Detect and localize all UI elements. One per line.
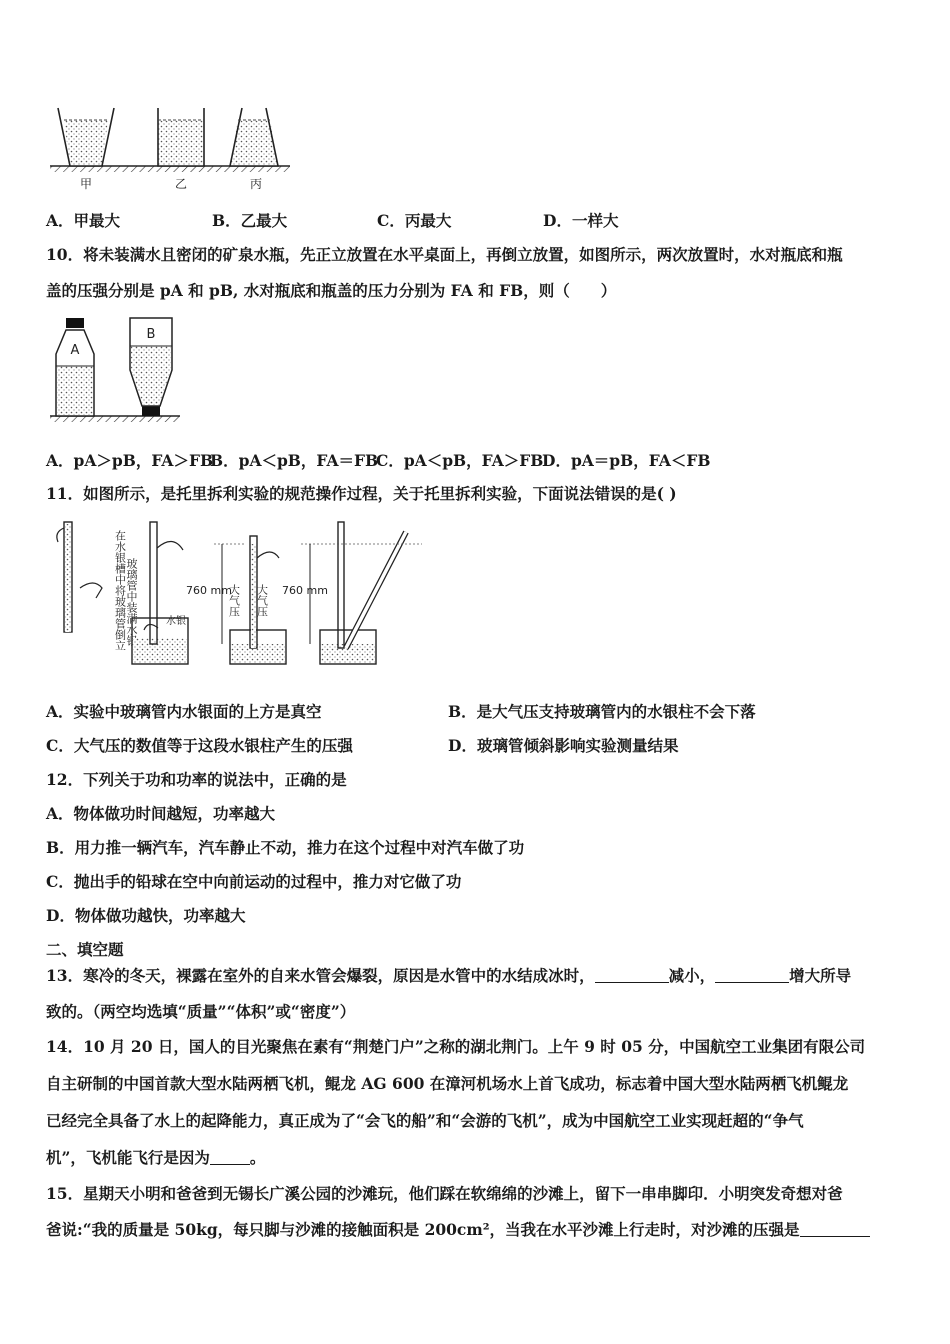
q14-line4: [46, 1147, 904, 1169]
q15-line2: [46, 1219, 904, 1241]
pressure-label-1: 大气压: [227, 584, 241, 617]
q10-option-a[interactable]: A．pA＞pB，FA＞FB: [46, 451, 214, 470]
q9-option-b[interactable]: B．乙最大: [212, 211, 288, 230]
q10-option-b[interactable]: B．pA＜pB，FA＝FB: [210, 451, 379, 470]
q15-text-a: 爸说:“我的质量是 50kg，每只脚与沙滩的接触面积是 200cm²，当我在水平沙滩上行走时，对沙滩的压强是: [46, 1220, 800, 1239]
q10-option-d[interactable]: D．pA＝pB，FA＜FB: [542, 451, 711, 470]
caption-fill-mercury: 玻璃管中装满水银: [50, 558, 138, 571]
label-yi: 乙: [174, 177, 188, 191]
torricelli-figure: [46, 518, 426, 688]
q9-option-a[interactable]: A．甲最大: [46, 211, 121, 230]
label-bing: 丙: [249, 177, 263, 191]
container-bing: [230, 120, 278, 166]
height-label-2: 760 mm: [282, 584, 328, 597]
section-heading-fill-blank: 二、填空题: [46, 940, 124, 959]
q14-line3: 已经完全具备了水上的起降能力，真正成为了“会飞的船”和“会游的飞机”，成为中国航空工业实现赶超的“争气: [46, 1111, 804, 1130]
bottle-a-label: A: [70, 343, 80, 358]
height-label-1: 760 mm: [186, 584, 232, 597]
caption-invert-tube: 在水银槽中将玻璃管倒立: [113, 530, 127, 651]
q11-option-a[interactable]: A．实验中玻璃管内水银面的上方是真空: [46, 702, 322, 721]
q12-option-b[interactable]: B．用力推一辆汽车，汽车静止不动，推力在这个过程中对汽车做了功: [46, 838, 525, 857]
q12-stem: 12．下列关于功和功率的说法中，正确的是: [46, 770, 347, 789]
q10-option-c[interactable]: C．pA＜pB，FA＞FB: [376, 451, 544, 470]
q11-stem: 11．如图所示，是托里拆利实验的规范操作过程，关于托里拆利实验，下面说法错误的是( ): [46, 484, 677, 503]
pressure-label-2: 大气压: [255, 584, 269, 617]
q14-line2: 自主研制的中国首款大型水陆两栖飞机，鲲龙 AG 600 在漳河机场水上首飞成功，标志着中国大型水陆两栖飞机鲲龙: [46, 1074, 849, 1093]
q13-line2: 致的。（两空均选填“质量”“体积”或“密度”）: [46, 1002, 356, 1021]
q14-line1: 14．10 月 20 日，国人的目光聚焦在素有“荆楚门户”之称的湖北荆门。上午 9 时 05 分，中国航空工业集团有限公司: [46, 1037, 866, 1056]
q13-text-b: 减小，: [668, 966, 716, 985]
container-yi: [158, 120, 204, 166]
bottle-b-label: B: [146, 327, 156, 342]
q15-blank[interactable]: [800, 1220, 870, 1237]
q13-text-a: 13．寒冷的冬天，裸露在室外的自来水管会爆裂，原因是水管中的水结成冰时，: [46, 966, 595, 985]
label-mercury: 水银: [166, 616, 186, 627]
q12-option-d[interactable]: D．物体做功越快，功率越大: [46, 906, 246, 925]
container-jia: [64, 120, 108, 166]
q9-option-d[interactable]: D．一样大: [543, 211, 619, 230]
q11-option-b[interactable]: B．是大气压支持玻璃管内的水银柱不会下落: [448, 702, 756, 721]
containers-figure: [50, 100, 300, 192]
q14-text-a: 机”，飞机能飞行是因为: [46, 1148, 210, 1167]
q10-stem-line1: 10．将未装满水且密闭的矿泉水瓶，先正立放置在水平桌面上，再倒立放置，如图所示，两次放置时，水对瓶底和瓶: [46, 245, 843, 264]
q12-option-c[interactable]: C．抛出手的铅球在空中向前运动的过程中，推力对它做了功: [46, 872, 462, 891]
q13-blank-1[interactable]: [595, 966, 669, 983]
q13-text-c: 增大所导: [789, 966, 852, 985]
q11-option-c[interactable]: C．大气压的数值等于这段水银柱产生的压强: [46, 736, 353, 755]
q11-option-d[interactable]: D．玻璃管倾斜影响实验测量结果: [448, 736, 679, 755]
q13-line1: [46, 965, 904, 987]
q14-blank[interactable]: [210, 1148, 250, 1165]
q12-option-a[interactable]: A．物体做功时间越短，功率越大: [46, 804, 276, 823]
q9-option-c[interactable]: C．丙最大: [377, 211, 452, 230]
bottles-figure: [50, 316, 190, 426]
q15-line1: 15．星期天小明和爸爸到无锡长广溪公园的沙滩玩，他们踩在软绵绵的沙滩上，留下一串串脚印．小明突发奇想对爸: [46, 1184, 843, 1203]
q14-text-b: 。: [249, 1148, 266, 1167]
q10-stem-line2: 盖的压强分别是 pA 和 pB, 水对瓶底和瓶盖的压力分别为 FA 和 FB，则（ ）: [46, 281, 617, 300]
q13-blank-2[interactable]: [715, 966, 789, 983]
label-jia: 甲: [79, 177, 93, 191]
